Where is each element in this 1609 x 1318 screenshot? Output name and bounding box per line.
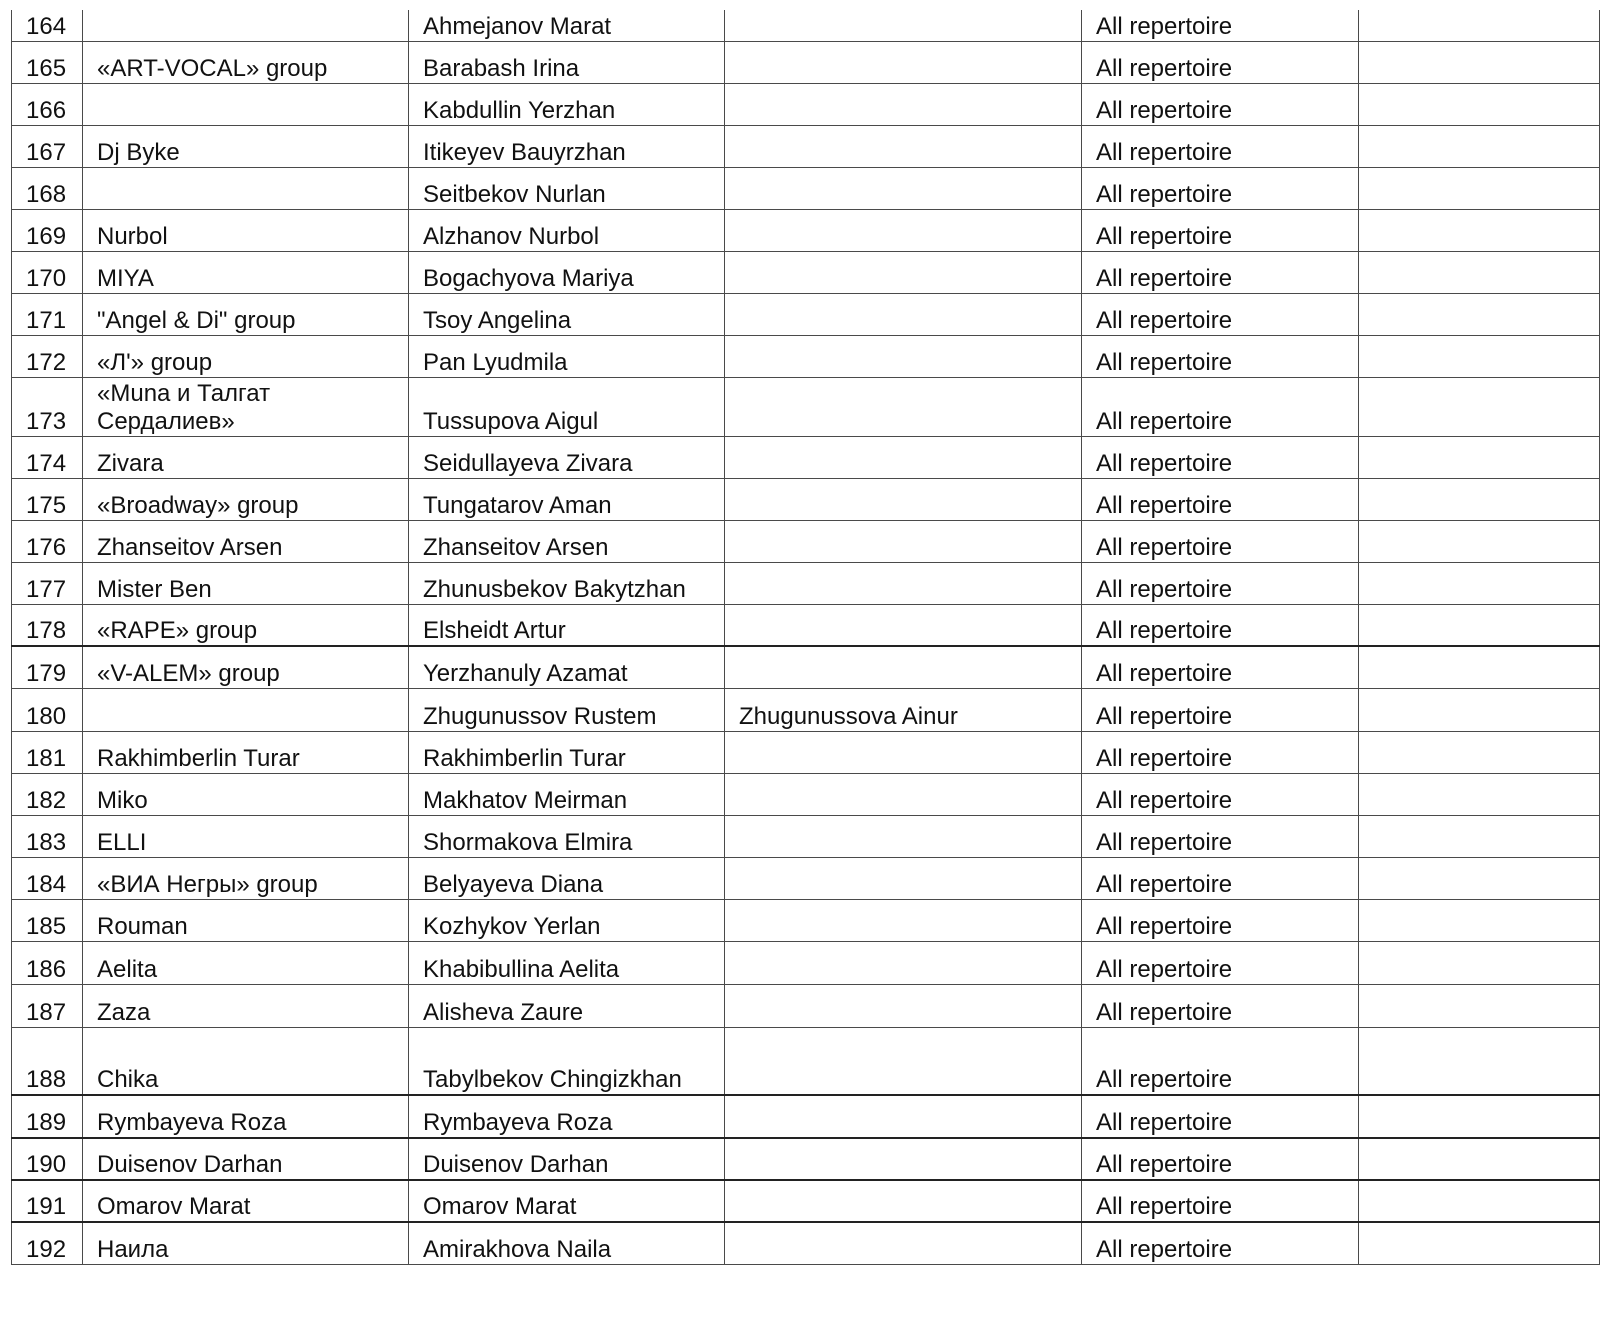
table-row bbox=[12, 1027, 1600, 1095]
cell-scope: All repertoire bbox=[1082, 209, 1359, 251]
cell-number: 170 bbox=[12, 251, 83, 293]
cell-author: Tungatarov Aman bbox=[409, 478, 725, 520]
cell-co-author bbox=[725, 604, 1082, 646]
cell-author: Alisheva Zaure bbox=[409, 984, 725, 1027]
cell-scope: All repertoire bbox=[1082, 1027, 1359, 1095]
cell-scope: All repertoire bbox=[1082, 899, 1359, 941]
cell-number: 176 bbox=[12, 520, 83, 562]
cell-scope: All repertoire bbox=[1082, 984, 1359, 1027]
table-row bbox=[12, 335, 1600, 377]
cell-co-author bbox=[725, 1027, 1082, 1095]
table-row bbox=[12, 1222, 1600, 1264]
cell-performer: "Angel & Di" group bbox=[83, 293, 409, 335]
cell-scope: All repertoire bbox=[1082, 1095, 1359, 1138]
cell-co-author bbox=[725, 377, 1082, 436]
cell-author: Zhugunussov Rustem bbox=[409, 688, 725, 731]
table-row bbox=[12, 857, 1600, 899]
cell-scope: All repertoire bbox=[1082, 520, 1359, 562]
cell-note bbox=[1359, 10, 1600, 41]
cell-scope: All repertoire bbox=[1082, 941, 1359, 984]
cell-number: 172 bbox=[12, 335, 83, 377]
cell-co-author bbox=[725, 1180, 1082, 1222]
table-body bbox=[12, 10, 1600, 1264]
cell-scope: All repertoire bbox=[1082, 478, 1359, 520]
cell-performer: Zaza bbox=[83, 984, 409, 1027]
table-row bbox=[12, 1095, 1600, 1138]
cell-scope: All repertoire bbox=[1082, 857, 1359, 899]
cell-scope: All repertoire bbox=[1082, 1138, 1359, 1180]
cell-author: Seitbekov Nurlan bbox=[409, 167, 725, 209]
cell-performer: Mister Ben bbox=[83, 562, 409, 604]
table-row bbox=[12, 520, 1600, 562]
cell-author: Kabdullin Yerzhan bbox=[409, 83, 725, 125]
cell-author: Barabash Irina bbox=[409, 41, 725, 83]
cell-scope: All repertoire bbox=[1082, 436, 1359, 478]
cell-author: Alzhanov Nurbol bbox=[409, 209, 725, 251]
cell-co-author bbox=[725, 436, 1082, 478]
cell-performer: Наила bbox=[83, 1222, 409, 1264]
cell-performer: Dj Byke bbox=[83, 125, 409, 167]
cell-performer bbox=[83, 10, 409, 41]
table-row bbox=[12, 251, 1600, 293]
cell-number: 177 bbox=[12, 562, 83, 604]
cell-co-author bbox=[725, 125, 1082, 167]
cell-note bbox=[1359, 335, 1600, 377]
cell-author: Duisenov Darhan bbox=[409, 1138, 725, 1180]
cell-number: 178 bbox=[12, 604, 83, 646]
cell-co-author bbox=[725, 293, 1082, 335]
cell-note bbox=[1359, 688, 1600, 731]
cell-number: 182 bbox=[12, 773, 83, 815]
cell-note bbox=[1359, 1027, 1600, 1095]
cell-performer: «ART-VOCAL» group bbox=[83, 41, 409, 83]
cell-number: 190 bbox=[12, 1138, 83, 1180]
cell-co-author bbox=[725, 83, 1082, 125]
table-row bbox=[12, 83, 1600, 125]
cell-note bbox=[1359, 83, 1600, 125]
table-row bbox=[12, 10, 1600, 41]
cell-performer: Rakhimberlin Turar bbox=[83, 731, 409, 773]
cell-co-author bbox=[725, 646, 1082, 688]
cell-co-author bbox=[725, 815, 1082, 857]
table-row bbox=[12, 562, 1600, 604]
cell-note bbox=[1359, 646, 1600, 688]
cell-number: 181 bbox=[12, 731, 83, 773]
cell-author: Zhanseitov Arsen bbox=[409, 520, 725, 562]
cell-note bbox=[1359, 1180, 1600, 1222]
cell-co-author bbox=[725, 1138, 1082, 1180]
cell-number: 188 bbox=[12, 1027, 83, 1095]
cell-performer: Zivara bbox=[83, 436, 409, 478]
cell-co-author bbox=[725, 857, 1082, 899]
cell-author: Shormakova Elmira bbox=[409, 815, 725, 857]
table-row bbox=[12, 773, 1600, 815]
cell-number: 171 bbox=[12, 293, 83, 335]
cell-number: 164 bbox=[12, 10, 83, 41]
cell-number: 174 bbox=[12, 436, 83, 478]
cell-performer: «Muna и Талгат Сердалиев» bbox=[83, 377, 409, 436]
cell-performer: «Broadway» group bbox=[83, 478, 409, 520]
cell-performer: «V-ALEM» group bbox=[83, 646, 409, 688]
cell-co-author bbox=[725, 209, 1082, 251]
table-row bbox=[12, 436, 1600, 478]
cell-performer: Rymbayeva Roza bbox=[83, 1095, 409, 1138]
cell-co-author bbox=[725, 941, 1082, 984]
cell-author: Rymbayeva Roza bbox=[409, 1095, 725, 1138]
cell-performer: Nurbol bbox=[83, 209, 409, 251]
cell-number: 183 bbox=[12, 815, 83, 857]
cell-co-author bbox=[725, 1222, 1082, 1264]
cell-scope: All repertoire bbox=[1082, 1222, 1359, 1264]
cell-co-author bbox=[725, 41, 1082, 83]
cell-note bbox=[1359, 1138, 1600, 1180]
cell-author: Bogachyova Mariya bbox=[409, 251, 725, 293]
cell-author: Tsoy Angelina bbox=[409, 293, 725, 335]
cell-note bbox=[1359, 436, 1600, 478]
cell-number: 165 bbox=[12, 41, 83, 83]
cell-author: Zhunusbekov Bakytzhan bbox=[409, 562, 725, 604]
cell-co-author bbox=[725, 984, 1082, 1027]
cell-performer: Chika bbox=[83, 1027, 409, 1095]
cell-co-author bbox=[725, 478, 1082, 520]
cell-author: Pan Lyudmila bbox=[409, 335, 725, 377]
table-row bbox=[12, 293, 1600, 335]
cell-number: 173 bbox=[12, 377, 83, 436]
cell-author: Seidullayeva Zivara bbox=[409, 436, 725, 478]
cell-number: 192 bbox=[12, 1222, 83, 1264]
cell-scope: All repertoire bbox=[1082, 604, 1359, 646]
cell-co-author bbox=[725, 731, 1082, 773]
table-row bbox=[12, 815, 1600, 857]
table-row bbox=[12, 731, 1600, 773]
cell-number: 169 bbox=[12, 209, 83, 251]
cell-author: Khabibullina Aelita bbox=[409, 941, 725, 984]
cell-performer: ELLI bbox=[83, 815, 409, 857]
cell-co-author bbox=[725, 167, 1082, 209]
cell-performer: Duisenov Darhan bbox=[83, 1138, 409, 1180]
cell-note bbox=[1359, 251, 1600, 293]
cell-performer bbox=[83, 83, 409, 125]
cell-note bbox=[1359, 1095, 1600, 1138]
table-row bbox=[12, 688, 1600, 731]
cell-scope: All repertoire bbox=[1082, 41, 1359, 83]
cell-author: Omarov Marat bbox=[409, 1180, 725, 1222]
table-row bbox=[12, 646, 1600, 688]
cell-co-author bbox=[725, 251, 1082, 293]
cell-number: 184 bbox=[12, 857, 83, 899]
table-row bbox=[12, 478, 1600, 520]
cell-number: 179 bbox=[12, 646, 83, 688]
cell-performer bbox=[83, 688, 409, 731]
cell-author: Amirakhova Naila bbox=[409, 1222, 725, 1264]
cell-note bbox=[1359, 815, 1600, 857]
cell-scope: All repertoire bbox=[1082, 83, 1359, 125]
cell-note bbox=[1359, 773, 1600, 815]
table-row bbox=[12, 209, 1600, 251]
table-row bbox=[12, 899, 1600, 941]
cell-scope: All repertoire bbox=[1082, 646, 1359, 688]
cell-number: 167 bbox=[12, 125, 83, 167]
cell-note bbox=[1359, 377, 1600, 436]
cell-scope: All repertoire bbox=[1082, 377, 1359, 436]
cell-note bbox=[1359, 562, 1600, 604]
cell-author: Tussupova Aigul bbox=[409, 377, 725, 436]
cell-author: Elsheidt Artur bbox=[409, 604, 725, 646]
cell-note bbox=[1359, 41, 1600, 83]
table-row bbox=[12, 167, 1600, 209]
cell-number: 191 bbox=[12, 1180, 83, 1222]
cell-scope: All repertoire bbox=[1082, 125, 1359, 167]
cell-author: Belyayeva Diana bbox=[409, 857, 725, 899]
cell-performer bbox=[83, 167, 409, 209]
cell-co-author bbox=[725, 899, 1082, 941]
cell-scope: All repertoire bbox=[1082, 562, 1359, 604]
cell-number: 189 bbox=[12, 1095, 83, 1138]
table-row bbox=[12, 125, 1600, 167]
cell-number: 187 bbox=[12, 984, 83, 1027]
cell-performer: Aelita bbox=[83, 941, 409, 984]
cell-number: 186 bbox=[12, 941, 83, 984]
cell-author: Yerzhanuly Azamat bbox=[409, 646, 725, 688]
cell-scope: All repertoire bbox=[1082, 167, 1359, 209]
cell-note bbox=[1359, 167, 1600, 209]
cell-note bbox=[1359, 209, 1600, 251]
cell-scope: All repertoire bbox=[1082, 335, 1359, 377]
table-row bbox=[12, 1180, 1600, 1222]
cell-number: 166 bbox=[12, 83, 83, 125]
cell-note bbox=[1359, 857, 1600, 899]
cell-number: 175 bbox=[12, 478, 83, 520]
cell-number: 185 bbox=[12, 899, 83, 941]
cell-performer: Omarov Marat bbox=[83, 1180, 409, 1222]
table-row bbox=[12, 984, 1600, 1027]
cell-performer: Miko bbox=[83, 773, 409, 815]
cell-scope: All repertoire bbox=[1082, 815, 1359, 857]
cell-note bbox=[1359, 941, 1600, 984]
cell-note bbox=[1359, 604, 1600, 646]
table-row bbox=[12, 941, 1600, 984]
cell-co-author: Zhugunussova Ainur bbox=[725, 688, 1082, 731]
cell-note bbox=[1359, 520, 1600, 562]
cell-co-author bbox=[725, 520, 1082, 562]
cell-performer: «Л'» group bbox=[83, 335, 409, 377]
cell-performer: Zhanseitov Arsen bbox=[83, 520, 409, 562]
cell-co-author bbox=[725, 335, 1082, 377]
cell-number: 180 bbox=[12, 688, 83, 731]
cell-co-author bbox=[725, 773, 1082, 815]
cell-scope: All repertoire bbox=[1082, 1180, 1359, 1222]
rights-table bbox=[11, 10, 1600, 1265]
table-row bbox=[12, 377, 1600, 436]
cell-scope: All repertoire bbox=[1082, 688, 1359, 731]
cell-note bbox=[1359, 293, 1600, 335]
cell-scope: All repertoire bbox=[1082, 10, 1359, 41]
table-row bbox=[12, 41, 1600, 83]
cell-scope: All repertoire bbox=[1082, 251, 1359, 293]
cell-co-author bbox=[725, 562, 1082, 604]
cell-note bbox=[1359, 478, 1600, 520]
cell-note bbox=[1359, 731, 1600, 773]
cell-performer: MIYA bbox=[83, 251, 409, 293]
cell-note bbox=[1359, 899, 1600, 941]
cell-performer: Rouman bbox=[83, 899, 409, 941]
cell-scope: All repertoire bbox=[1082, 293, 1359, 335]
cell-scope: All repertoire bbox=[1082, 731, 1359, 773]
cell-author: Itikeyev Bauyrzhan bbox=[409, 125, 725, 167]
cell-note bbox=[1359, 1222, 1600, 1264]
cell-performer: «RAPE» group bbox=[83, 604, 409, 646]
cell-author: Ahmejanov Marat bbox=[409, 10, 725, 41]
table-row bbox=[12, 604, 1600, 646]
cell-co-author bbox=[725, 10, 1082, 41]
cell-performer: «ВИА Негры» group bbox=[83, 857, 409, 899]
cell-note bbox=[1359, 125, 1600, 167]
cell-author: Rakhimberlin Turar bbox=[409, 731, 725, 773]
cell-number: 168 bbox=[12, 167, 83, 209]
table-row bbox=[12, 1138, 1600, 1180]
cell-co-author bbox=[725, 1095, 1082, 1138]
cell-author: Kozhykov Yerlan bbox=[409, 899, 725, 941]
cell-author: Makhatov Meirman bbox=[409, 773, 725, 815]
cell-author: Tabylbekov Chingizkhan bbox=[409, 1027, 725, 1095]
cell-note bbox=[1359, 984, 1600, 1027]
cell-scope: All repertoire bbox=[1082, 773, 1359, 815]
